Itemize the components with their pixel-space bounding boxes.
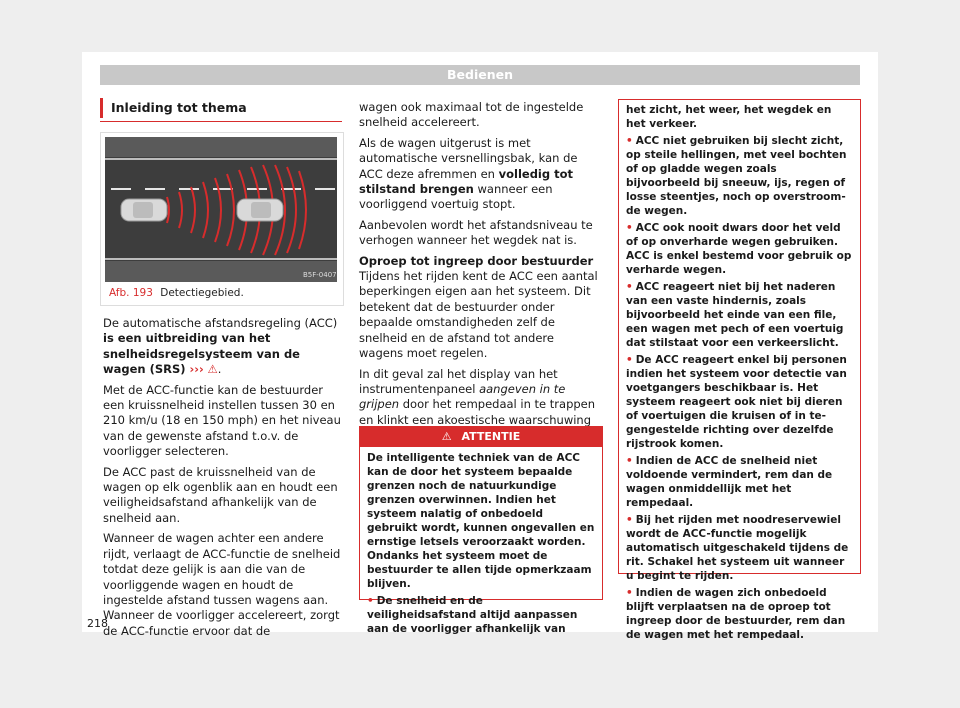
warning-label: ATTENTIE [461, 430, 521, 443]
list-item-text: ACC niet gebruiken bij slecht zicht, op steile hellingen, met veel bochten of op gladde wegen zoals bijvoorbeeld bij sneeuw, ijs, regen of losse steentjes, noch op overstroomde wegen. [626, 135, 847, 217]
list-item-text: ACC reageert niet bij het naderen van een vaste hindernis, zoals bijvoorbeeld het einde van een file, een wagen met pech of een voertuig dat stilstaat voor een verkeerslicht. [626, 281, 844, 349]
warning-continuation-box [618, 99, 861, 641]
gearbox-text-b: wanneer een voorliggend voertuig stopt. [359, 182, 553, 212]
warning-header [360, 427, 602, 447]
warning-reference-arrows[interactable]: ››› [185, 362, 204, 377]
warning-bullet-text: De snelheid en de veiligheidsafstand altijd aanpassen aan de voorligger afhankelijk van [367, 595, 578, 635]
list-item-text: Indien de ACC de snelheid niet voldoende vermindert, rem dan de wagen onmiddellijk met het rempedaal. [626, 455, 833, 509]
own-car [121, 199, 167, 221]
bullet-icon: • [367, 595, 374, 607]
figure-code: B5F-0407 [303, 271, 337, 279]
paragraph-wet-road: Aanbevolen wordt het afstandsniveau te verhogen wanneer het wegdek nat is. [359, 217, 593, 248]
lead-car [237, 199, 283, 221]
paragraph-accelerate: wagen ook maximaal tot de ingestelde snelheid accelereert. [359, 100, 584, 130]
display-text-b: door het rempedaal in te trappen en klinkt een akoestische waarschuwing [359, 397, 596, 427]
warning-body [360, 447, 602, 636]
list-item [626, 454, 853, 510]
page-title: Inleiding tot thema [100, 98, 353, 118]
list-item-text: ACC ook nooit dwars door het veld of op onverharde wegen gebruiken. ACC is enkel bestemd voor gebruik op verharde wegen. [626, 222, 852, 276]
subheading-driver-intervention: Oproep tot ingreep door bestuurder [359, 253, 594, 268]
paragraph-speed-range: Met de ACC-functie kan de bestuurder een kruissnelheid instellen tussen 30 en 210 km/u (18 en 150 mph) en het niveau van de gewenste afstand t.o.v. de voorligger selecteren. [103, 382, 341, 459]
warning-intro: De intelligente techniek van de ACC kan de door het systeem bepaalde grenzen noch de natuurkundige grenzen overwinnen. Indien het systeem nalatig of onbedoeld gebruikt wordt, kunnen ongevallen en ernstige letsels veroorzaakt worden. Ondanks het systeem moet de bestuurder te allen tijde opmerkzaam blijven. [367, 452, 595, 590]
bullet-icon: • [626, 354, 633, 366]
paragraph-limitations: Tijdens het rijden kent de ACC een aantal beperkingen eigen aan het systeem. Dit betekent dat de bestuurder onder bepaalde omstandigheden zelf de snelheid en de afstand tot andere wagens moet regelen. [359, 269, 598, 361]
bullet-icon: • [626, 222, 633, 234]
warning-triangle-icon: ⚠ [441, 430, 452, 443]
figure-caption [109, 287, 244, 299]
section-header: Bedienen [100, 65, 860, 85]
continuation-text: het zicht, het weer, het wegdek en het verkeer. [626, 104, 832, 130]
bullet-icon: • [626, 281, 633, 293]
warning-bullet [367, 594, 595, 636]
title-underline [100, 121, 342, 122]
paragraph-automatic-gearbox [359, 136, 601, 213]
gearbox-text-a: Als de wagen uitgerust is met automatische versnellingsbak, kan de ACC deze afremmen en [359, 135, 578, 181]
list-item-text: Bij het rijden met noodreservewiel wordt de ACC-functie mogelijk automatisch uitgeschakeld tijdens de rit. Schakel het systeem uit wanneer u begint te rijden. [626, 514, 849, 582]
figure-number: Afb. 193 [109, 287, 153, 299]
list-item-text: Indien de wagen zich onbedoeld blijft verplaatsen na de oproep tot ingreep door de bestuurder, rem dan de wagen met het rempedaal. [626, 587, 846, 641]
list-item [626, 513, 853, 583]
intro-text: De automatische afstandsregeling (ACC) [103, 316, 338, 330]
warning-continuation-body [619, 100, 860, 642]
list-item-text: De ACC reageert enkel bij personen indien het systeem voor detectie van voetgangers beschikbaar is. Het systeem reageert ook niet bij dieren of voertuigen die kruisen of in tegengestelde richting over dezelfde rijstrook komen. [626, 354, 847, 450]
list-item [626, 280, 853, 350]
warning-box [359, 426, 603, 635]
display-italic: aangeven in te grijpen [359, 381, 566, 412]
paragraph-follow-vehicle: Wanneer de wagen achter een andere rijdt, verlaagt de ACC-functie de snelheid totdat deze gelijk is aan die van de voorliggende wagen en houdt de ingestelde afstand tussen wagens aan. Wanneer de voorligger accelereert, zorgt de ACC-functie ervoor dat de [103, 531, 341, 638]
page-number: 218 [87, 617, 108, 630]
list-item [626, 221, 853, 277]
paragraph-adjust-speed: De ACC past de kruissnelheid van de wagen op elk ogenblik aan en houdt een veiligheidsafstand afhankelijk van de snelheid aan. [103, 464, 338, 525]
figure-detection-area [100, 132, 344, 306]
warning-triangle-icon: ⚠ [207, 362, 218, 377]
figure-caption-text: Detectiegebied. [160, 287, 244, 299]
list-item [626, 586, 853, 642]
intro-paragraph [103, 316, 343, 378]
intro-bold: is een uitbreiding van het snelheidsregelsysteem van de wagen (SRS) [103, 331, 300, 377]
bullet-icon: • [626, 135, 633, 147]
bullet-icon: • [626, 514, 633, 526]
bullet-icon: • [626, 587, 633, 599]
display-text-a: In dit geval zal het display van het instrumentenpaneel [359, 366, 558, 396]
bullet-icon: • [626, 455, 633, 467]
list-item [626, 134, 853, 218]
intro-end: . [217, 362, 222, 377]
left-column [103, 316, 343, 644]
gearbox-bold: volledig tot stilstand brengen [359, 166, 574, 197]
list-item [626, 353, 853, 451]
middle-column [359, 100, 601, 449]
acc-detection-illustration [105, 137, 337, 282]
